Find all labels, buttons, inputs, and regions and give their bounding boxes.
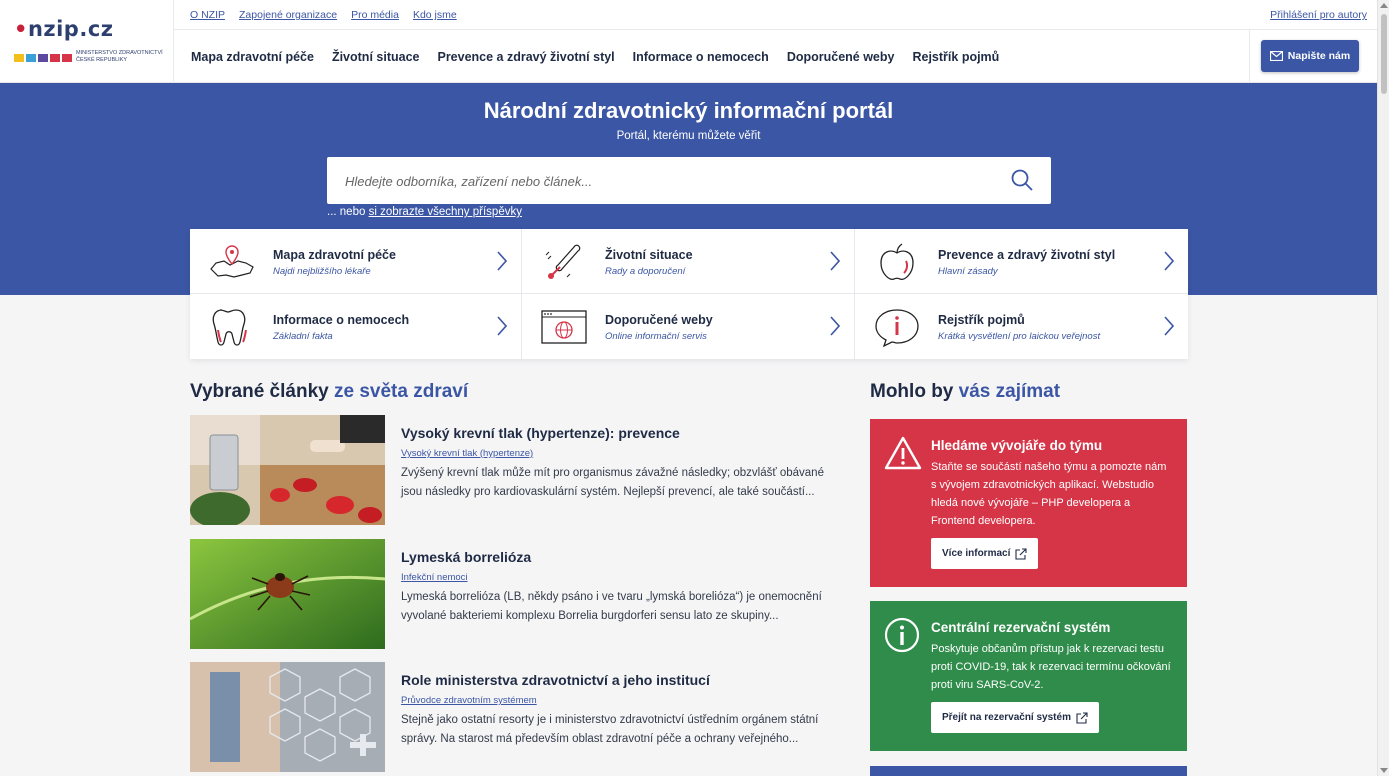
tile-recommended-webs[interactable] xyxy=(522,294,855,359)
bone-thermometer-icon xyxy=(540,241,588,283)
article-excerpt: Zvýšený krevní tlak může mít pro organismus závažné následky; obzvlášť obávané jsou následky pro kardiovaskulární systém. Nejlepší prevencí, ale také součástí... xyxy=(401,467,824,498)
login-link[interactable]: Přihlášení pro autory xyxy=(1270,9,1367,21)
mainnav-item-prevention[interactable]: Prevence a zdravý životní styl xyxy=(437,50,615,64)
topnav-link-about[interactable]: O NZIP xyxy=(190,9,226,21)
chevron-right-icon xyxy=(497,251,507,271)
tile-map-subtitle: Najdi nejbližšího lékaře xyxy=(273,266,371,277)
articles-heading-highlight: ze světa zdraví xyxy=(334,381,469,402)
scroll-up-arrow-icon[interactable] xyxy=(1380,3,1388,8)
article-excerpt: Stejně jako ostatní resorty je i ministerstvo zdravotnictví ústředním orgánem státní správy. Na starost má především oblast zdravotní péče a ochrany veřejného... xyxy=(401,714,819,745)
articles-heading xyxy=(190,381,468,403)
promo-card-title: Hledáme vývojáře do týmu xyxy=(931,438,1103,453)
side-heading-highlight: vás zajímat xyxy=(958,381,1061,402)
write-us-button[interactable] xyxy=(1261,40,1359,72)
tile-map-title: Mapa zdravotní péče xyxy=(273,248,396,262)
warning-icon xyxy=(884,435,922,471)
tile-glossary-subtitle: Krátká vysvětlení pro laickou veřejnost xyxy=(938,331,1101,342)
article-title[interactable]: Lymeská borrelióza xyxy=(401,549,532,565)
cta-area xyxy=(1249,30,1377,83)
topnav-link-who-we-are[interactable]: Kdo jsme xyxy=(412,9,457,21)
chevron-right-icon xyxy=(830,251,840,271)
article-category-link[interactable]: Průvodce zdravotním systémem xyxy=(401,695,537,706)
mainnav-item-diseases[interactable]: Informace o nemocech xyxy=(632,50,769,64)
article-category-link[interactable]: Vysoký krevní tlak (hypertenze) xyxy=(401,448,534,459)
tile-prevention-subtitle: Hlavní zásady xyxy=(938,266,998,277)
article-excerpt: Lymeská borrelióza (LB, někdy psáno i ve tvaru „lymská borelióza“) je onemocnění vyvolané bakteriemi komplexu Borrelia burgdorferi sensu lato ze skupiny... xyxy=(401,591,822,622)
reservation-system-button[interactable] xyxy=(931,702,1099,733)
browser-globe-icon xyxy=(540,306,588,348)
mainnav-item-map[interactable]: Mapa zdravotní péče xyxy=(191,50,314,64)
more-info-label: Více informací xyxy=(942,548,1011,559)
promo-card-partial xyxy=(870,766,1187,776)
search-input[interactable] xyxy=(345,170,985,192)
promo-card-text: Staňte se součástí našeho týmu a pomozte nám s vývojem zdravotnických aplikací. Webstudio hledá nové vývojáře – PHP developera a Frontend developera. xyxy=(931,461,1167,527)
chevron-right-icon xyxy=(1164,251,1174,271)
top-nav xyxy=(190,9,457,21)
search-icon[interactable] xyxy=(1011,169,1033,191)
scroll-down-arrow-icon[interactable] xyxy=(1380,768,1388,773)
article-card[interactable] xyxy=(190,415,850,525)
article-title[interactable]: Role ministerstva zdravotnictví a jeho institucí xyxy=(401,672,710,688)
ministry-name: MINISTERSTVO ZDRAVOTNICTVÍ ČESKÉ REPUBLIKY xyxy=(76,50,163,63)
map-pin-icon xyxy=(208,241,256,283)
mainnav-item-glossary[interactable]: Rejstřík pojmů xyxy=(912,50,1000,64)
article-card[interactable] xyxy=(190,662,850,772)
site-logo[interactable]: •nzip.cz xyxy=(14,17,114,41)
article-category-link[interactable]: Infekční nemoci xyxy=(401,572,468,583)
chevron-right-icon xyxy=(830,316,840,336)
topnav-link-organizations[interactable]: Zapojené organizace xyxy=(239,9,338,21)
more-info-button[interactable] xyxy=(931,538,1038,569)
tooth-icon xyxy=(208,306,256,348)
promo-card-text: Poskytuje občanům přístup jak k rezervaci testu proti COVID-19, tak k rezervaci termínu očkování proti viru SARS-CoV-2. xyxy=(931,643,1171,691)
article-thumbnail-image xyxy=(190,539,385,649)
tile-life-situations-title: Životní situace xyxy=(605,248,693,262)
article-thumbnail-image xyxy=(190,415,385,525)
article-card[interactable] xyxy=(190,539,850,649)
tile-diseases-title: Informace o nemocech xyxy=(273,313,410,327)
tile-life-situations[interactable] xyxy=(522,229,855,294)
search-box xyxy=(327,157,1051,204)
promo-card-title: Centrální rezervační systém xyxy=(931,620,1111,635)
tile-recommended-webs-subtitle: Online informační servis xyxy=(605,331,707,342)
tile-diseases[interactable] xyxy=(190,294,522,359)
site-header xyxy=(0,0,1377,83)
side-heading-text: Mohlo by xyxy=(870,381,954,402)
apple-icon xyxy=(873,241,921,283)
article-thumbnail-image xyxy=(190,662,385,772)
promo-card-developers xyxy=(870,419,1187,587)
tile-recommended-webs-title: Doporučené weby xyxy=(605,313,713,327)
external-link-icon xyxy=(1076,712,1088,724)
mainnav-item-life-situations[interactable]: Životní situace xyxy=(331,50,420,64)
page-subtitle: Portál, kterému můžete věřit xyxy=(616,130,761,142)
ministry-logo-icon xyxy=(14,52,74,64)
all-posts-note xyxy=(327,206,522,218)
chevron-right-icon xyxy=(1164,316,1174,336)
tile-map[interactable] xyxy=(190,229,522,294)
main-nav xyxy=(191,50,999,64)
external-link-icon xyxy=(1015,548,1027,560)
tile-glossary[interactable] xyxy=(855,294,1188,359)
topnav-link-media[interactable]: Pro média xyxy=(351,9,399,21)
write-us-label: Napište nám xyxy=(1287,50,1351,62)
info-circle-icon xyxy=(884,617,922,653)
page-scrollbar[interactable] xyxy=(1377,0,1389,776)
mainnav-item-recommended-webs[interactable]: Doporučené weby xyxy=(786,50,895,64)
side-heading xyxy=(870,381,1060,403)
header-divider xyxy=(174,29,1377,30)
page-title: Národní zdravotnický informační portál xyxy=(483,98,894,123)
tile-glossary-title: Rejstřík pojmů xyxy=(938,313,1025,327)
quick-links-grid xyxy=(190,229,1188,359)
tile-diseases-subtitle: Základní fakta xyxy=(273,331,333,342)
info-bubble-icon xyxy=(873,306,921,348)
reservation-system-label: Přejít na rezervační systém xyxy=(942,712,1071,723)
tile-prevention[interactable] xyxy=(855,229,1188,294)
logo-area[interactable] xyxy=(0,0,174,83)
envelope-icon xyxy=(1270,51,1283,61)
articles-heading-text: Vybrané články xyxy=(190,381,329,402)
all-posts-prefix: ... nebo xyxy=(327,206,369,218)
article-title[interactable]: Vysoký krevní tlak (hypertenze): prevence xyxy=(401,425,680,441)
promo-card-reservation xyxy=(870,601,1187,751)
tile-prevention-title: Prevence a zdravý životní styl xyxy=(938,248,1116,262)
chevron-right-icon xyxy=(497,316,507,336)
tile-life-situations-subtitle: Rady a doporučení xyxy=(605,266,686,277)
all-posts-link[interactable]: si zobrazte všechny příspěvky xyxy=(368,206,522,218)
scrollbar-thumb[interactable] xyxy=(1381,14,1387,94)
